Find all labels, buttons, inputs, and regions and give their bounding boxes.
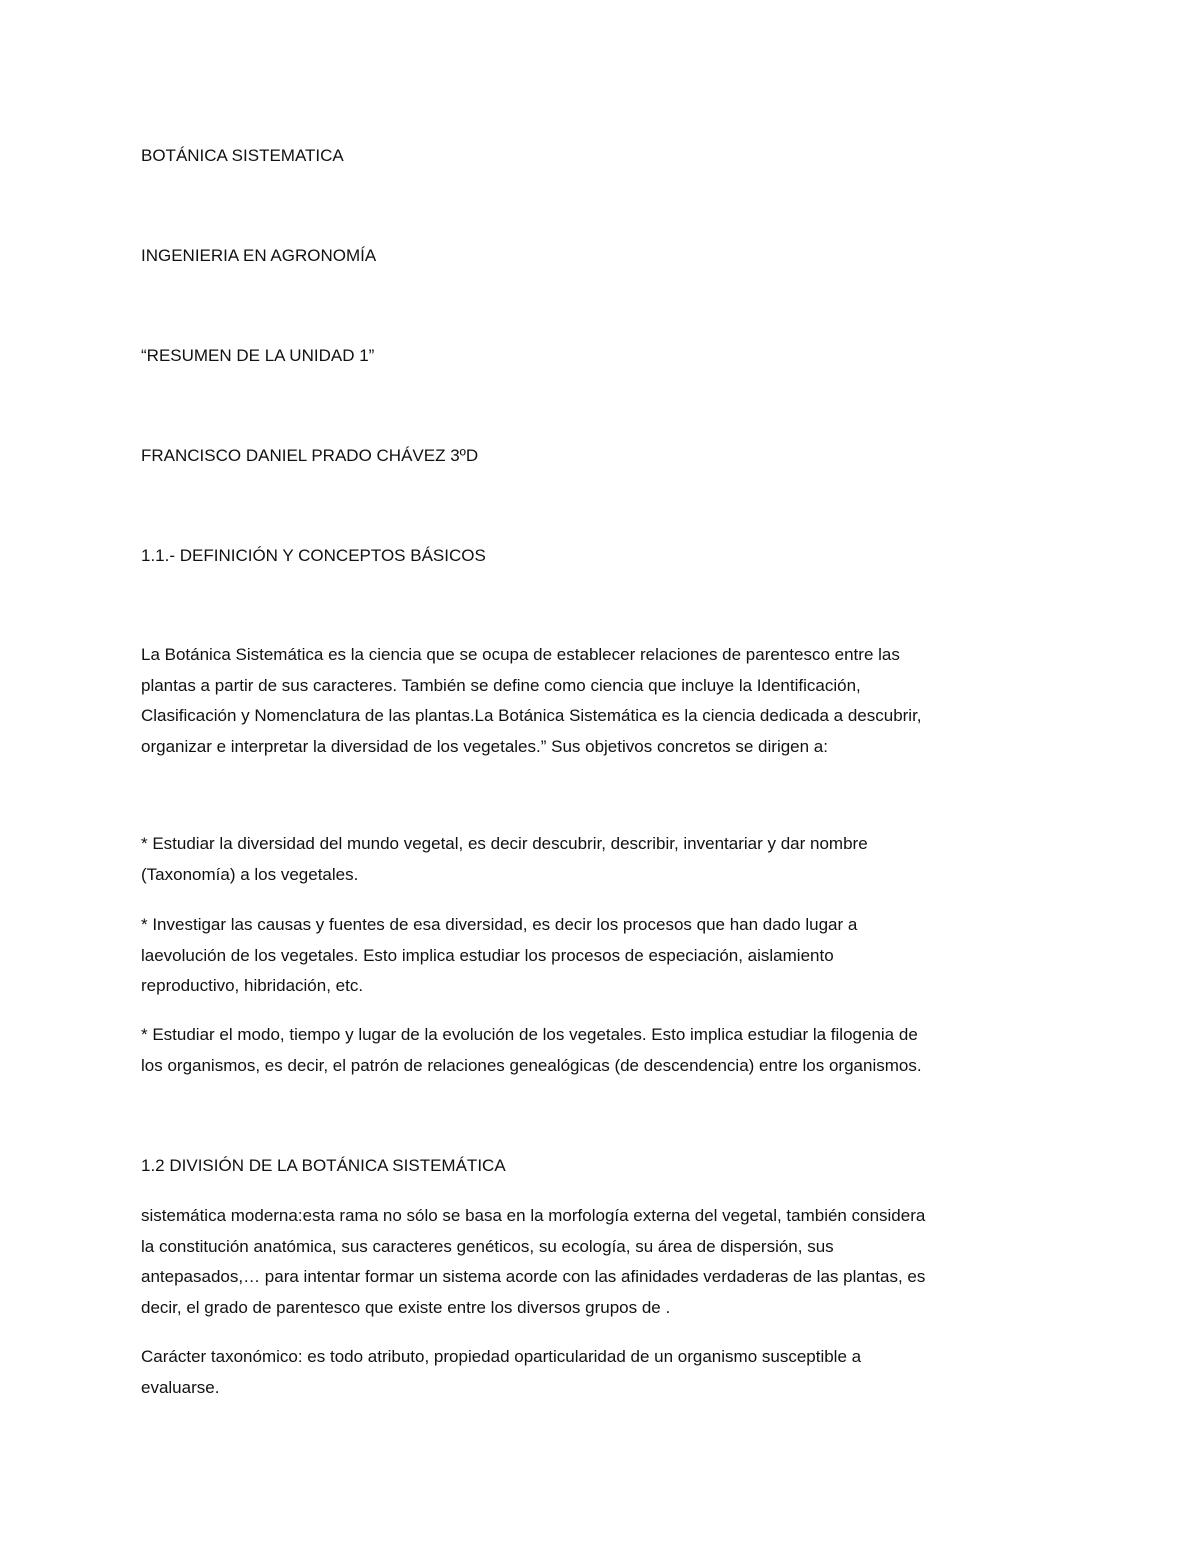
section1-intro-paragraph — [141, 640, 1061, 762]
paragraph-line: los organismos, es decir, el patrón de relaciones genealógicas (de descendencia) entre los organismos. — [141, 1055, 922, 1075]
paragraph-line: (Taxonomía) a los vegetales. — [141, 864, 359, 884]
paragraph-line: organizar e interpretar la diversidad de los vegetales.” Sus objetivos concretos se dirigen a: — [141, 736, 828, 756]
paragraph-line: Clasificación y Nomenclatura de las plantas.La Botánica Sistemática es la ciencia dedicada a descubrir, — [141, 706, 922, 725]
section2-paragraph-1 — [141, 1201, 1061, 1323]
objective-item-2 — [141, 910, 1061, 1002]
paragraph-line: evaluarse. — [141, 1377, 220, 1397]
paragraph-line: antepasados,… para intentar formar un sistema acorde con las afinidades verdaderas de las plantas, es — [141, 1267, 926, 1286]
objective-item-1 — [141, 829, 1061, 890]
paragraph-line: laevolución de los vegetales. Esto implica estudiar los procesos de especiación, aislamiento — [141, 945, 834, 965]
paragraph-line: * Estudiar el modo, tiempo y lugar de la evolución de los vegetales. Esto implica estudiar la filogenia de — [141, 1025, 918, 1044]
paragraph-line: * Estudiar la diversidad del mundo vegetal, es decir descubrir, describir, inventariar y dar nombre — [141, 834, 868, 853]
paragraph-line: plantas a partir de sus caracteres. También se define como ciencia que incluye la Identificación, — [141, 675, 861, 695]
section1-heading: 1.1.- DEFINICIÓN Y CONCEPTOS BÁSICOS — [141, 546, 486, 565]
paragraph-line: Carácter taxonómico: es todo atributo, propiedad oparticularidad de un organismo susceptible a — [141, 1347, 862, 1366]
objective-item-3 — [141, 1020, 1061, 1081]
paragraph-line: decir, el grado de parentesco que existe entre los diversos grupos de . — [141, 1297, 671, 1317]
career-name: INGENIERIA EN AGRONOMÍA — [141, 246, 377, 265]
paragraph-line: la constitución anatómica, sus caracteres genéticos, su ecología, su área de dispersión, sus — [141, 1236, 834, 1256]
author-name: FRANCISCO DANIEL PRADO CHÁVEZ 3ºD — [141, 446, 479, 465]
section2-heading: 1.2 DIVISIÓN DE LA BOTÁNICA SISTEMÁTICA — [141, 1156, 506, 1175]
paragraph-line: * Investigar las causas y fuentes de esa diversidad, es decir los procesos que han dado lugar a — [141, 915, 858, 934]
paragraph-line: La Botánica Sistemática es la ciencia que se ocupa de establecer relaciones de parentesco entre las — [141, 645, 900, 664]
paragraph-line: sistemática moderna:esta rama no sólo se basa en la morfología externa del vegetal, también considera — [141, 1206, 926, 1225]
document-title: “RESUMEN DE LA UNIDAD 1” — [141, 346, 375, 365]
course-title: BOTÁNICA SISTEMATICA — [141, 146, 344, 165]
section2-paragraph-2 — [141, 1342, 1061, 1403]
paragraph-line: reproductivo, hibridación, etc. — [141, 976, 364, 995]
